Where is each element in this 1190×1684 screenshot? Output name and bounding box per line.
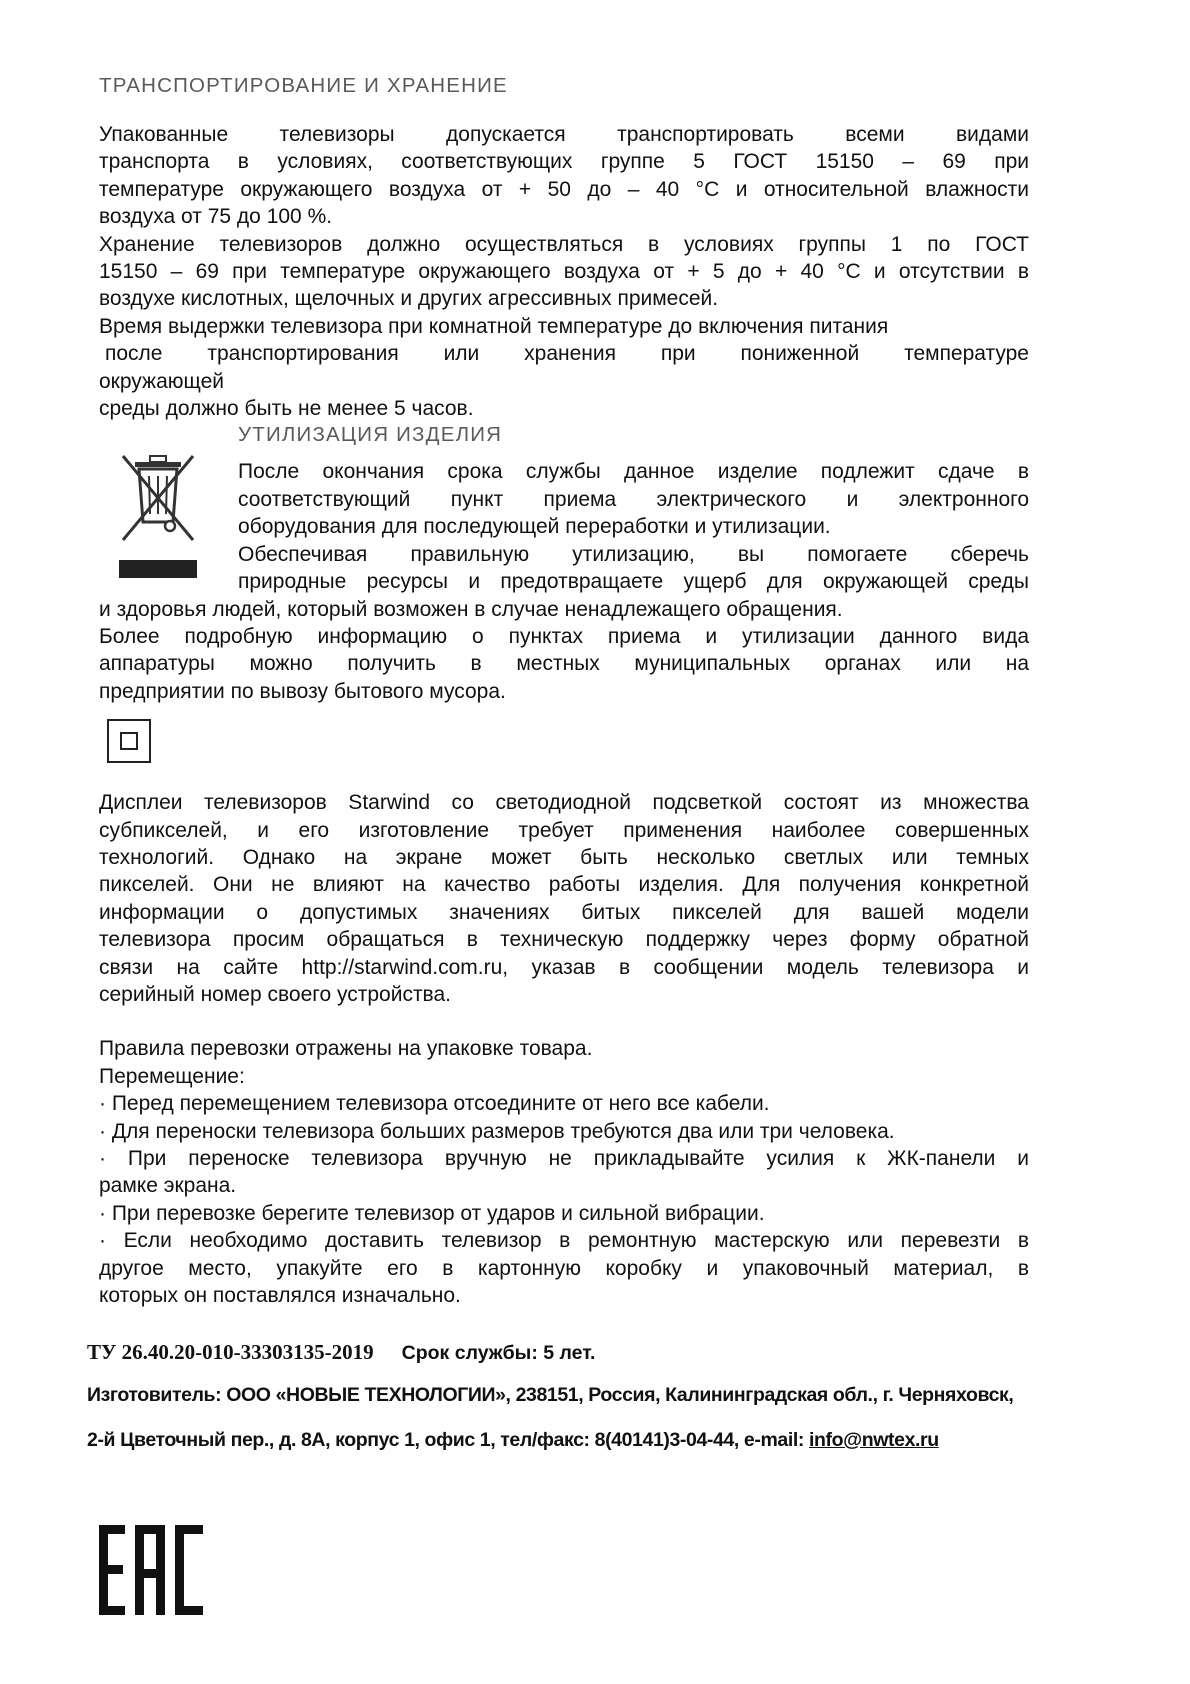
moving-section [99,1035,1029,1309]
utilization-heading: УТИЛИЗАЦИЯ ИЗДЕЛИЯ [238,423,503,447]
transport-heading: ТРАНСПОРТИРОВАНИЕ И ХРАНЕНИЕ [99,74,508,97]
manufacturer-line-1: Изготовитель: ООО «НОВЫЕ ТЕХНОЛОГИИ», 238151, Россия, Калининградская обл., г. Черняховск, [87,1384,1014,1406]
transport-text [99,121,1029,422]
text-line: Упакованные телевизоры допускается транспортировать всеми видами [99,123,1029,146]
document-page [99,72,1029,1309]
text-line: аппаратуры можно получить в местных муниципальных органах или на [99,652,1029,676]
text-line: Более подробную информацию о пунктах приема и утилизации данного вида [99,624,1029,648]
manufacturer-line-2 [87,1426,1087,1454]
text-line: рамке экрана. [99,1174,237,1198]
eac-mark-icon [99,1525,203,1615]
double-insulation-inner-square [120,732,138,750]
utilization-text [238,458,1029,595]
list-item: · Перед перемещением телевизора отсоедините от него все кабели. [99,1092,770,1116]
list-item: · При перевозке берегите телевизор от ударов и сильной вибрации. [99,1201,765,1225]
text-line: температуре окружающего воздуха от + 50 до – 40 °С и относительной влажности [99,177,1029,201]
text-line: предприятии по вывозу бытового мусора. [99,679,506,703]
text-line: телевизора просим обращаться в техническую поддержку через форму обратной [99,928,1029,952]
list-item: · При переноске телевизора вручную не прикладывайте усилия к ЖК-панели и [99,1147,1029,1170]
text-line: окружающей [99,369,224,393]
service-life: Срок службы: 5 лет. [401,1342,596,1364]
utilization-text-full [99,596,1029,706]
text-line: и здоровья людей, который возможен в случае ненадлежащего обращения. [99,597,843,621]
text-line: После окончания срока службы данное изделие подлежит сдаче в [238,460,1029,484]
tu-number: ТУ 26.40.20-010-33303135-2019 [87,1340,374,1364]
display-section [99,789,1029,1008]
text-line: Хранение телевизоров должно осуществляться в условиях группы 1 по ГОСТ [99,232,1029,256]
footer [87,1338,1087,1454]
list-item: · Если необходимо доставить телевизор в ремонтную мастерскую или перевезти в [99,1229,1029,1253]
text-line: 15150 – 69 при температуре окружающего воздуха от + 5 до + 40 °С и отсутствии в [99,260,1029,284]
double-insulation-icon [107,719,151,763]
text-line: субпикселей, и его изготовление требует применения наиболее совершенных [99,818,1029,842]
text-line: Правила перевозки отражены на упаковке товара. [99,1037,593,1061]
text-line: природные ресурсы и предотвращаете ущерб для окружающей среды [238,570,1029,594]
crossed-out-wheelie-bin-icon [117,452,199,582]
manufacturer-address: 2-й Цветочный пер., д. 8А, корпус 1, офис 1, тел/факс: 8(40141)3-04-44, e-mail: [87,1429,809,1451]
text-line: связи на сайте http://starwind.com.ru, указав в сообщении модель телевизора и [99,955,1029,979]
text-line: другое место, упакуйте его в картонную коробку и упаковочный материал, в [99,1256,1029,1280]
text-line: Время выдержки телевизора при комнатной температуре до включения питания [99,314,889,338]
text-line: соответствующий пункт приема электрического и электронного [238,487,1029,511]
text-line: воздуха от 75 до 100 %. [99,205,333,229]
utilization-section [99,422,1029,705]
text-line: после транспортирования или хранения при пониженной температуре [105,342,1029,366]
text-line: информации о допустимых значениях битых пикселей для вашей модели [99,900,1029,924]
text-line: транспорта в условиях, соответствующих группе 5 ГОСТ 15150 – 69 при [99,150,1029,174]
text-line: воздухе кислотных, щелочных и других агрессивных примесей. [99,287,719,311]
text-line: серийный номер своего устройства. [99,982,451,1006]
tu-line [87,1338,1087,1367]
text-line: Обеспечивая правильную утилизацию, вы помогаете сберечь [238,542,1029,566]
text-line: Перемещение: [99,1064,245,1088]
email-link[interactable]: info@nwtex.ru [809,1429,939,1451]
text-line: которых он поставлялся изначально. [99,1284,461,1308]
text-line: технологий. Однако на экране может быть несколько светлых или темных [99,845,1029,869]
text-line: пикселей. Они не влияют на качество работы изделия. Для получения конкретной [99,873,1029,897]
list-item: · Для переноски телевизора больших размеров требуются два или три человека. [99,1119,895,1143]
text-line: среды должно быть не менее 5 часов. [99,397,474,421]
text-line: Дисплеи телевизоров Starwind со светодиодной подсветкой состоят из множества [99,791,1029,815]
text-line: оборудования для последующей переработки и утилизации. [238,515,831,539]
